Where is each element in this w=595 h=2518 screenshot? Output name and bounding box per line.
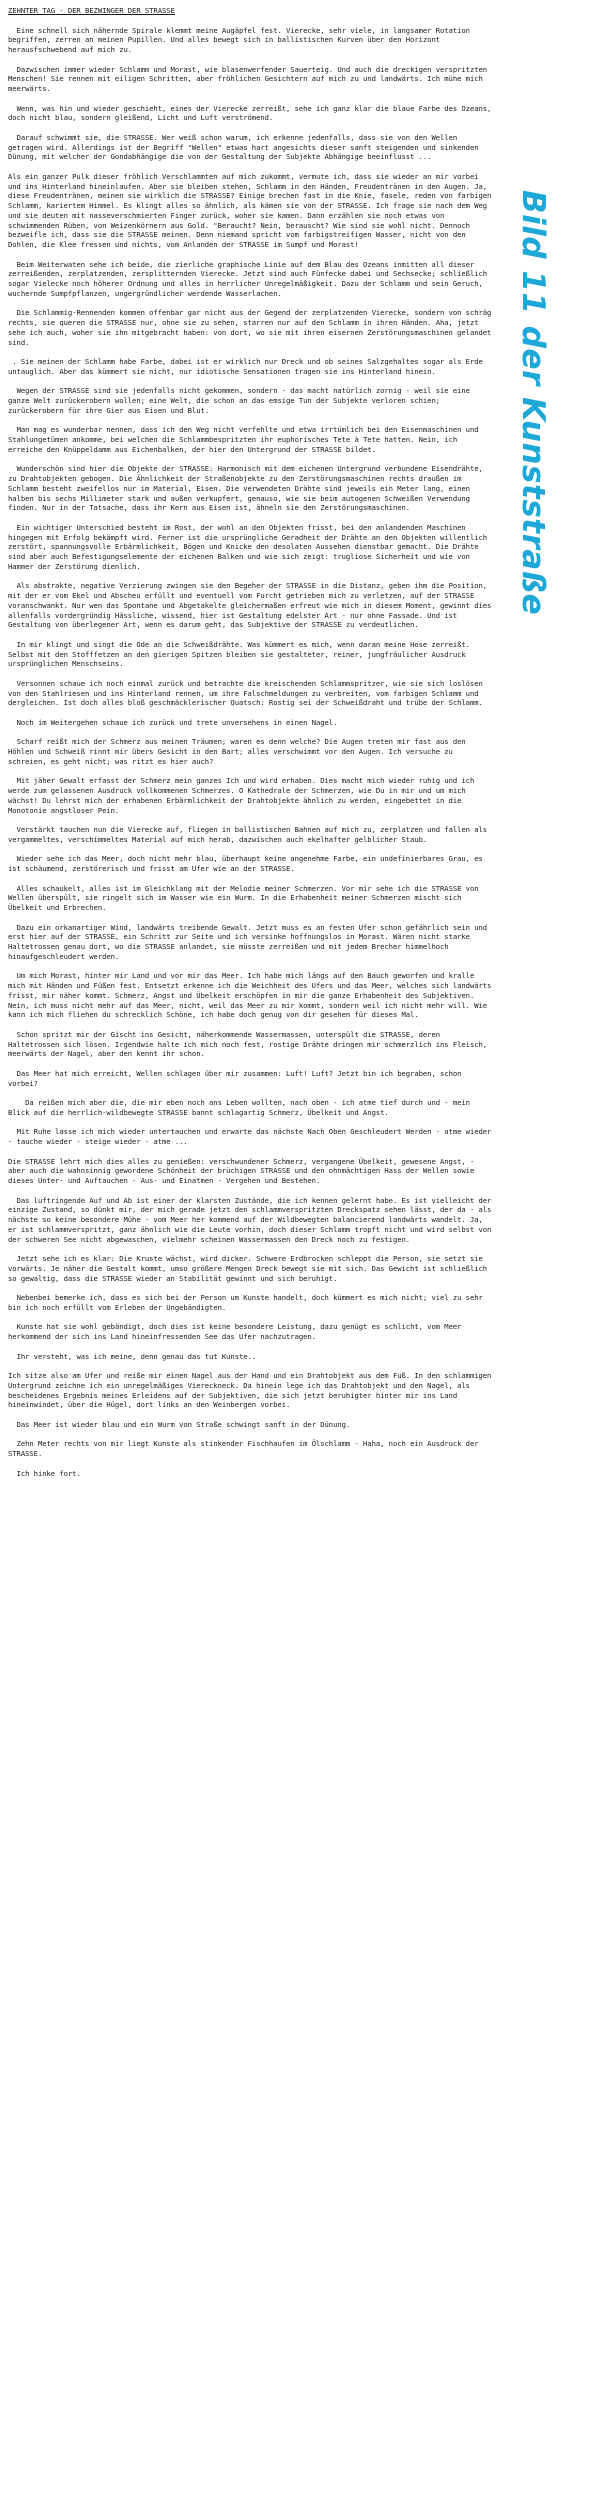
paragraph: Um mich Morast, hinter mir Land und vor mir das Meer. Ich habe mich längs auf den Bauch geworfen und kralle mich mit Händen und Füßen fest. Entsetzt erkenne ich die Weichheit des Ufers und das Meer, welches sich landwärts frisst, mir näher kommt. Schmerz, Angst und Übelkeit erschöpfen in mir die ganze Erhabenheit des Subjektiven. Nein, ich muss nicht mehr auf das Meer, nicht, weil das Meer zu mir kommt, sondern weil ich nicht mehr will. Wie kann ich mich fliehen du schrecklich Schöne, ich habe doch genug von dir gesehen für dieses Mal.	[8, 971, 496, 1020]
paragraph: Zehn Meter rechts von mir liegt Kunste als stinkender Fischhaufen im Ölschlamm - Haha, noch ein Ausdruck der STRASSE.	[8, 1439, 483, 1458]
paragraph: Mit jäher Gewalt erfasst der Schmerz mein ganzes Ich und wird erhaben. Dies macht mich wieder ruhig und ich werde zum gelassenen Ausdruck vollkommenen Schmerzes. O Kathedrale der Schmerzen, wie Du in mir und um mich wächst! Du lehrst mich der erhabenen Erbärmlichkeit der Drahtobjekte ähnlich zu werden, eingebettet in die Monotonie angstloser Pein.	[8, 776, 479, 815]
paragraph: Schon spritzt mir der Gischt ins Gesicht, näherkommende Wassermassen, unterspült die STRASSE, deren Haltetrossen sich lösen. Irgendwie halte ich mich noch fest, rostige Drähte dringen mir schmerzlich ins Fleisch, meerwärts der Nagel, aber den kennt ihr schon.	[8, 1029, 492, 1059]
paragraph: Nebenbei bemerke ich, dass es sich bei der Person um Kunste handelt, doch kümmert es mich nicht; viel zu sehr bin ich noch erfüllt vom Erleben der Ungebändigten.	[8, 1293, 488, 1312]
paragraph: Beim Weiterwaten sehe ich beide, die zierliche graphische Linie auf dem Blau des Ozeans inmitten all dieser zerreißenden, zerplatzenden, zersplitternden Vierecke. Jetzt sind auch Fünfecke dabei und Sechsecke; schließlich sogar Vielecke noch höherer Ordnung und alles in herrlicher Unregelmäßigkeit. Dazu der Schlamm und sein Geruch, wuchernde Sumpfpflanzen, ungergründlicher werdende Wasserlachen.	[8, 259, 492, 298]
paragraph: Da reißen mich aber die, die mir eben noch ans Leben wollten, nach oben - ich atme tief durch und - mein Blick auf die herrlich-wildbewegte STRASSE bannt schlagartig Schmerz, Übelkeit und Angst.	[8, 1098, 475, 1117]
paragraph: Ich hinke fort.	[8, 1468, 81, 1478]
paragraph: Dazwischen immer wieder Schlamm und Morast, wie blasenwerfender Sauerteig. Und auch die dreckigen verspritzten Menschen! Sie rennen mit eiligen Schritten, aber fröhlichen Gesichtern auf mich zu und landwärts. Ich mühe mich meerwärts.	[8, 64, 492, 93]
paragraph: Man mag es wunderbar nennen, dass ich den Weg nicht verfehlte und etwa irrtümlich bei den Eisenmaschinen und Stahlungetümen ankomme, bei welchen die Schlammbespritzten ihr euphorisches Tete à Tete hatten. Nein, ich erreiche den Knüppeldamm aus Eichenbalken, der hier den Untergrund der STRASSE bildet.	[8, 425, 483, 454]
paragraph: Die Schlammig-Rennenden kommen offenbar gar nicht aus der Gegend der zerplatzenden Vierecke, sondern von schräg rechts, sie queren die STRASSE nur, ohne sie zu sehen, starren nur auf den Schlamm in ihren Händen. Aha, jetzt sehe ich auch, woher sie ihn mitgebracht haben: von dort, wo sie mit ihren eisernen Zerstörungsmaschinen gelandet sind.	[8, 308, 496, 347]
paragraph: Wenn, was hin und wieder geschieht, eines der Vierecke zerreißt, sehe ich ganz klar die blaue Farbe des Ozeans, doch nicht blau, sondern gleißend, Licht und Luft verströmend.	[8, 103, 496, 123]
paragraph: Eine schnell sich nähernde Spirale klemmt meine Augäpfel fest. Vierecke, sehr viele, in langsamer Rotation begriffen, zerren an meinen Pupillen. Und alles bewegt sich in ballistischen Kurven über den Horizont herausfschwebend auf mich zu.	[8, 25, 475, 54]
paragraph: Versonnen schaue ich noch einmal zurück und betrachte die kreischenden Schlammspritzer, wie sie sich loslösen von den Stahlriesen und ins Hinterland rennen, um ihre Falschmeldungen zu verbreiten, vom farbigen Schlamm und dergleichen. Ist doch alles bloß geschmäcklerischer Quatsch: Rostig sei der Schweißdraht und trübe der Schlamm.	[8, 678, 488, 708]
paragraph: Das Meer ist wieder blau und ein Wurm von Straße schwingt sanft in der Dünung.	[8, 1419, 351, 1429]
chapter-heading: ZEHNTER TAG - DER BEZWINGER DER STRASSE	[8, 6, 175, 15]
vertical-side-title: Bild 11 der Kunststraße	[515, 190, 551, 616]
paragraph: Dazu ein orkanartiger Wind, landwärts treibende Gewalt. Jetzt muss es an festen Ufer schon gefährlich sein und erst hier auf der STRASSE, ein Schritt zur Seite und ich versinke hoffnungslos in Morast. Wären nicht starke Haltetrossen genau dort, wo die STRASSE anlandet, sie müsste zerreißen und mit jedem Brecher himmelhoch hinaufgeschleudert werden.	[8, 922, 492, 961]
text-column	[8, 6, 496, 1488]
paragraph: Alles schaukelt, alles ist im Gleichklang mit der Melodie meiner Schmerzen. Vor mir sehe ich die STRASSE von Wellen überspült, sie ringelt sich im Wasser wie ein Wurm. In die Erhabenheit meiner Schmerzen mischt sich Übelkeit und Erbrechen.	[8, 883, 483, 912]
paragraph: Noch im Weitergehen schaue ich zurück und trete unversehens in einen Nagel.	[8, 717, 338, 727]
paragraph: Jetzt sehe ich es klar: Die Kruste wächst, wird dicker. Schwere Erdbrocken schleppt die Person, sie setzt sie vorwärts. Je näher die Gestalt kommt, umso größere Mengen Dreck bewegt sie mit sich. Das Gewicht ist schließlich so gewaltig, dass die STRASSE wieder an Stabilität gewinnt und sich beruhigt.	[8, 1254, 492, 1283]
paragraph: Die STRASSE lehrt mich dies alles zu genießen: verschwundener Schmerz, vergangene Übelkeit, gewesene Angst, - aber auch die wahnsinnig gewordene Schönheit der brüchigen STRASSE und den ohnmächtigen Hass der Wellen sowie dieses Unter- und Auftauchen - Aus- und Einatmen - Vergehen und Bestehen.	[8, 1156, 479, 1185]
paragraph: Das luftringende Auf und Ab ist einer der klarsten Zustände, die ich kennen gelernt habe. Es ist vielleicht der einzige Zustand, so dünkt mir, der mich gerade jetzt den schlammverspritzten Dreckspatz sehen lässt, der da - als nächste so keine besondere Mühe - vom Meer her kommend auf der Wildbewegten balancierend landwärts wandelt. Ja, er ist schlammverspritzt, ganz ähnlich wie die Leute vorhin, doch dieser Schlamm tropft nicht und wird selbst von der schweren See nicht abgewaschen, vielmehr scheinen Wassermassen den Dreck noch zu festigen.	[8, 1195, 496, 1244]
paragraph-list	[8, 25, 496, 1479]
paragraph: Ich sitze also am Ufer und reiße mir einen Nagel aus der Hand und ein Drahtobjekt aus dem Fuß. In den schlammigen Untergrund zeichne ich ein unregelmäßiges Viereckneck. Da hinein lege ich das Drahtobjekt und den Nagel, als bescheidenes Ergebnis meines Erleidens auf der Subjektiven, die sich jetzt beruhigter hinter mir ins Land hineinwindet, über die Hügel, dort links an den Weinbergen vorbei.	[8, 1371, 496, 1410]
paragraph: Ein wichtiger Unterschied besteht im Rost, der wohl an den Objekten frisst, bei den anlandenden Maschinen hingegen mit Erfolg bekämpft wird. Ferner ist die ursprüngliche Geradheit der Drähte an den Objekten willentlich zerstört, spannungsvolle Erbärmlichkeit, Bögen und Knicke den desolaten Aussehen dienstbar gemacht. Die Drähte sind aber auch Befestigungselemente der eichenen Balken und wie sich zeigt: trugliose Sicherheit und wie von Hammer der Zerstörung dienlich.	[8, 522, 492, 571]
paragraph: Wegen der STRASSE sind sie jedenfalls nicht gekommen, sondern - das macht natürlich zornig - weil sie eine ganze Welt zurückerobern wollen; eine Welt, die schon an das emsige Tun der Subjekte verloren schien; zurückerobern für ihre Gier aus Eisen und Blut.	[8, 386, 475, 415]
paragraph: Als ein ganzer Pulk dieser fröhlich Verschlammten auf mich zukommt, vermute ich, dass sie wieder an mir vorbei und ins Hinterland hineinlaufen. Aber sie bleiben stehen, Schlamm in den Händen, Freudentränen in den Augen. Ja, diese Freudentränen, meinen sie wirklich die STRASSE? Einige brechen fast in die Knie, fasele, reden von farbigen Schlamm, kariertem Himmel. Es klingt alles so ähnlich, als kämen sie von der STRASSE. Ich frage sie nach dem Weg und sie deuten mit nasseverschmierten Finger zurück, woher sie kamen. Dann erzählen sie noch etwas von schwimmenden Rüben, von Weizenkörnern aus Gold. "Beraucht? Nein, berauscht? Wie sind sie wohl nicht. Dennoch bezweifle ich, dass sie die STRASSE meinen. Denn niemand spricht vom farbigstreifigen Wasser, nicht von den Dohlen, die Klee fressen und nichts, vom Anlanden der STRASSE im Sumpf und Morast!	[8, 171, 496, 249]
paragraph: Kunste hat sie wohl gebändigt, doch dies ist keine besondere Leistung, dazu genügt es schlicht, vom Meer herkommend der sich ins Land hineinfressenden See das Ufer nachzutragen.	[8, 1322, 466, 1341]
paragraph: Das Meer hat mich erreicht, Wellen schlagen über mir zusammen: Luft! Luft? Jetzt bin ich begraben, schon vorbei?	[8, 1068, 466, 1088]
paragraph: . Sie meinen der Schlamm habe Farbe, dabei ist er wirklich nur Dreck und ob seines Salzgehaltes sogar als Erde untauglich. Aber das kümmert sie nicht, nur idiotische Sensationen tragen sie ins Hinterland hinein.	[8, 357, 488, 376]
paragraph: Ihr versteht, was ich meine, denn genau das tut Kunste..	[8, 1351, 257, 1361]
paragraph: Scharf reißt mich der Schmerz aus meinen Träumen; waren es denn welche? Die Augen treten mir fast aus den Höhlen und Schweiß rinnt mir übers Gesicht in den Bart; alles verschwimmt vor den Augen. Ich versuche zu schreien, es geht nicht; was ritzt es hier auch?	[8, 737, 470, 766]
paragraph: Verstärkt tauchen nun die Vierecke auf, fliegen in ballistischen Bahnen auf mich zu, zerplatzen und fallen als vergammeltes, verschimmeltes Material auf mich herab, dazwischen auch ekelhafter gelblicher Staub.	[8, 825, 492, 844]
paragraph: In mir klingt und singt die Ode an die Schweißdrähte. Was kümmert es mich, wenn daran meine Hose zerreißt. Selbst mit den Stofffetzen an den gierigen Spitzen bleiben sie gestalteter, reiner, jungfräulicher Ausdruck ursprünglichen Menschseins.	[8, 639, 475, 669]
paragraph: Wunderschön sind hier die Objekte der STRASSE: Harmonisch mit dem eichenen Untergrund verbundene Eisendrähte, zu Drahtobjekten gebogen. Die Ähnlichkeit der Straßenobjekte zu den Zerstörungsmaschinen rechts draußen im Schlamm besteht zweifellos nur im Material, Eisen. Die verwendeten Drähte sind jeweils ein Meter lang, einen halben bis sechs Millimeter stark und außen verkupfert, genauso, wie sie beim autogenen Schweißen Verwendung finden. Nur in der Tatsache, dass ihr Kern aus Eisen ist, ähneln sie den Zerstörungsmaschinen.	[8, 464, 488, 513]
paragraph: Mit Ruhe lasse ich mich wieder untertauchen und erwarte das nächste Nach Oben Geschleudert Werden - atme wieder - tauche wieder - steige wieder - atme ...	[8, 1127, 496, 1146]
paragraph: Wieder sehe ich das Meer, doch nicht mehr blau, überhaupt keine angenehme Farbe, ein undefinierbares Grau, es ist schäumend, zerstörerisch und frisst am Ufer wie an der STRASSE.	[8, 854, 488, 873]
paragraph: Als abstrakte, negative Verzierung zwingen sie den Begeher der STRASSE in die Distanz, geben ihm die Position, mit der er vom Ekel und Abscheu erfüllt und eventuell vom Furcht getrieben mich zu verletzen, auf der STRASSE voranschwankt. Nur wen das Spontane und Abgetakelte gleichermaßen erfreut wie mich in diesem Moment, gewinnt dies allenfalls vordergründig Hässliche, wissend, hier ist Gestaltung edelster Art - nur ohne Fassade. Und ist Gestaltung von überlegener Art, wenn es darum geht, das Subjektive der STRASSE zu verdeutlichen.	[8, 581, 496, 630]
paragraph: Darauf schwimmt sie, die STRASSE. Wer weiß schon warum, ich erkenne jedenfalls, dass sie von den Wellen getragen wird. Allerdings ist der Begriff "Wellen" etwas hart angesichts dieser sanft steigenden und sinkenden Dünung, mit welcher der Gondabhängige die von der Gestaltung der Subjekte Abhängige beeinflusst ...	[8, 132, 483, 162]
